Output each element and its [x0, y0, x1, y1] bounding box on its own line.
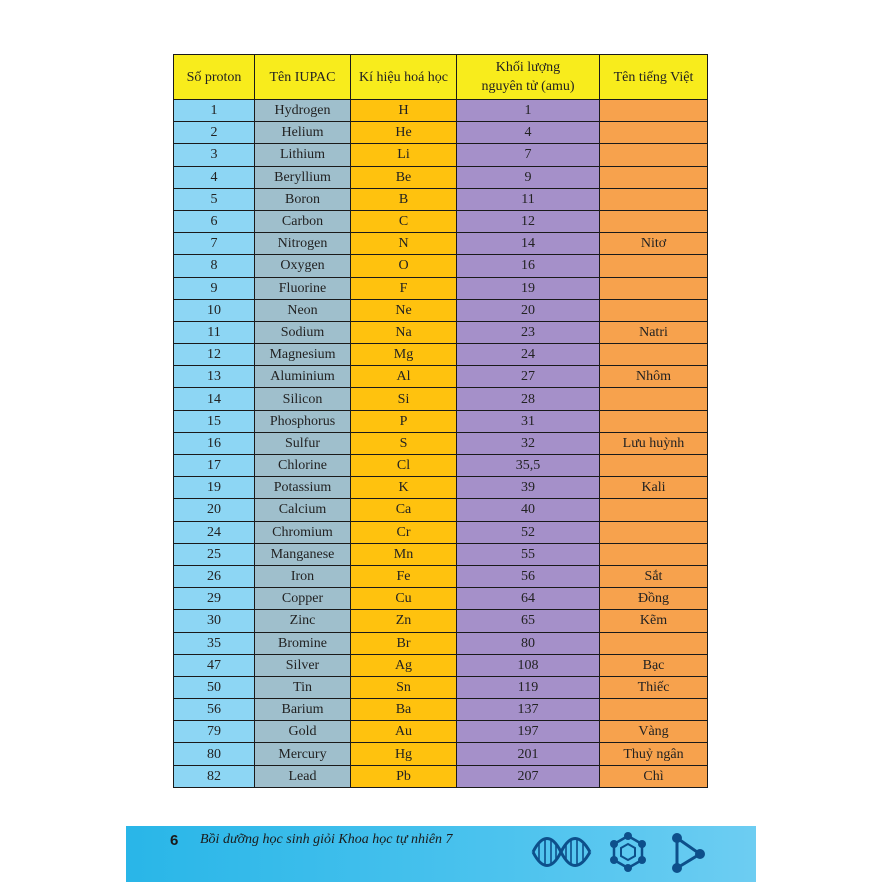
cell-proton-number: 14 [174, 388, 255, 410]
cell-iupac-name: Barium [255, 699, 351, 721]
cell-atomic-mass: 119 [457, 676, 600, 698]
cell-vietnamese-name [600, 699, 708, 721]
cell-vietnamese-name: Thuỷ ngân [600, 743, 708, 765]
table-row [174, 477, 708, 499]
cell-atomic-mass: 52 [457, 521, 600, 543]
cell-proton-number: 82 [174, 765, 255, 787]
cell-iupac-name: Zinc [255, 610, 351, 632]
cell-proton-number: 20 [174, 499, 255, 521]
table-row [174, 366, 708, 388]
cell-atomic-mass: 32 [457, 432, 600, 454]
cell-atomic-mass: 31 [457, 410, 600, 432]
cell-atomic-mass: 201 [457, 743, 600, 765]
cell-vietnamese-name [600, 166, 708, 188]
cell-vietnamese-name [600, 299, 708, 321]
cell-vietnamese-name: Vàng [600, 721, 708, 743]
page-number: 6 [170, 832, 179, 849]
cell-chemical-symbol: Li [351, 144, 457, 166]
cell-chemical-symbol: Fe [351, 565, 457, 587]
header-vietnamese-name: Tên tiếng Việt [600, 55, 708, 100]
element-table [173, 54, 708, 788]
cell-proton-number: 11 [174, 321, 255, 343]
cell-vietnamese-name: Sắt [600, 565, 708, 587]
table-row [174, 233, 708, 255]
cell-atomic-mass: 19 [457, 277, 600, 299]
cell-vietnamese-name [600, 632, 708, 654]
cell-atomic-mass: 65 [457, 610, 600, 632]
header-atomic-mass-text: Khối lượng nguyên tử (amu) [481, 60, 575, 94]
footer-band [126, 826, 756, 882]
cell-proton-number: 56 [174, 699, 255, 721]
cell-chemical-symbol: Al [351, 366, 457, 388]
cell-vietnamese-name [600, 100, 708, 122]
cell-iupac-name: Magnesium [255, 344, 351, 366]
cell-iupac-name: Beryllium [255, 166, 351, 188]
cell-vietnamese-name: Natri [600, 321, 708, 343]
table-row [174, 721, 708, 743]
table-row [174, 699, 708, 721]
cell-proton-number: 47 [174, 654, 255, 676]
cell-chemical-symbol: C [351, 210, 457, 232]
cell-chemical-symbol: Mn [351, 543, 457, 565]
cell-iupac-name: Silver [255, 654, 351, 676]
cell-proton-number: 3 [174, 144, 255, 166]
cell-iupac-name: Hydrogen [255, 100, 351, 122]
cell-proton-number: 17 [174, 455, 255, 477]
cell-atomic-mass: 40 [457, 499, 600, 521]
table-row [174, 299, 708, 321]
cell-iupac-name: Oxygen [255, 255, 351, 277]
cell-atomic-mass: 56 [457, 565, 600, 587]
table-row [174, 100, 708, 122]
cell-atomic-mass: 11 [457, 188, 600, 210]
cell-chemical-symbol: Cu [351, 588, 457, 610]
cell-chemical-symbol: Hg [351, 743, 457, 765]
cell-chemical-symbol: Si [351, 388, 457, 410]
cell-proton-number: 13 [174, 366, 255, 388]
cell-iupac-name: Calcium [255, 499, 351, 521]
cell-atomic-mass: 64 [457, 588, 600, 610]
cell-proton-number: 79 [174, 721, 255, 743]
cell-proton-number: 15 [174, 410, 255, 432]
header-proton-number: Số proton [174, 55, 255, 100]
cell-iupac-name: Copper [255, 588, 351, 610]
triangle-molecule-icon [664, 830, 708, 876]
cell-iupac-name: Sodium [255, 321, 351, 343]
cell-proton-number: 2 [174, 122, 255, 144]
cell-proton-number: 26 [174, 565, 255, 587]
cell-vietnamese-name [600, 210, 708, 232]
cell-atomic-mass: 28 [457, 388, 600, 410]
cell-proton-number: 16 [174, 432, 255, 454]
cell-vietnamese-name [600, 144, 708, 166]
cell-iupac-name: Boron [255, 188, 351, 210]
cell-atomic-mass: 35,5 [457, 455, 600, 477]
cell-proton-number: 8 [174, 255, 255, 277]
cell-atomic-mass: 137 [457, 699, 600, 721]
table-row [174, 188, 708, 210]
cell-chemical-symbol: B [351, 188, 457, 210]
cell-iupac-name: Bromine [255, 632, 351, 654]
table-row [174, 410, 708, 432]
cell-proton-number: 4 [174, 166, 255, 188]
table-row [174, 743, 708, 765]
cell-atomic-mass: 39 [457, 477, 600, 499]
table-row [174, 144, 708, 166]
cell-chemical-symbol: H [351, 100, 457, 122]
cell-chemical-symbol: Ne [351, 299, 457, 321]
header-chemical-symbol: Kí hiệu hoá học [351, 55, 457, 100]
cell-iupac-name: Nitrogen [255, 233, 351, 255]
cell-iupac-name: Lithium [255, 144, 351, 166]
cell-proton-number: 35 [174, 632, 255, 654]
cell-vietnamese-name: Bạc [600, 654, 708, 676]
cell-proton-number: 5 [174, 188, 255, 210]
cell-atomic-mass: 55 [457, 543, 600, 565]
cell-iupac-name: Tin [255, 676, 351, 698]
cell-iupac-name: Mercury [255, 743, 351, 765]
cell-chemical-symbol: Br [351, 632, 457, 654]
element-table-container [173, 54, 707, 788]
cell-vietnamese-name: Đồng [600, 588, 708, 610]
table-row [174, 255, 708, 277]
cell-vietnamese-name: Chì [600, 765, 708, 787]
cell-vietnamese-name: Kali [600, 477, 708, 499]
cell-iupac-name: Chromium [255, 521, 351, 543]
cell-iupac-name: Potassium [255, 477, 351, 499]
cell-atomic-mass: 23 [457, 321, 600, 343]
cell-chemical-symbol: Mg [351, 344, 457, 366]
cell-atomic-mass: 4 [457, 122, 600, 144]
table-row [174, 521, 708, 543]
cell-proton-number: 29 [174, 588, 255, 610]
cell-proton-number: 1 [174, 100, 255, 122]
cell-vietnamese-name [600, 455, 708, 477]
cell-vietnamese-name [600, 277, 708, 299]
cell-chemical-symbol: K [351, 477, 457, 499]
cell-chemical-symbol: Sn [351, 676, 457, 698]
cell-atomic-mass: 108 [457, 654, 600, 676]
cell-atomic-mass: 24 [457, 344, 600, 366]
cell-chemical-symbol: Be [351, 166, 457, 188]
cell-vietnamese-name: Lưu huỳnh [600, 432, 708, 454]
cell-vietnamese-name [600, 188, 708, 210]
cell-chemical-symbol: S [351, 432, 457, 454]
cell-iupac-name: Carbon [255, 210, 351, 232]
cell-chemical-symbol: Ag [351, 654, 457, 676]
table-row [174, 565, 708, 587]
cell-chemical-symbol: Na [351, 321, 457, 343]
cell-vietnamese-name [600, 344, 708, 366]
cell-vietnamese-name [600, 255, 708, 277]
cell-vietnamese-name [600, 388, 708, 410]
cell-atomic-mass: 197 [457, 721, 600, 743]
cell-atomic-mass: 80 [457, 632, 600, 654]
cell-proton-number: 19 [174, 477, 255, 499]
cell-proton-number: 30 [174, 610, 255, 632]
cell-atomic-mass: 9 [457, 166, 600, 188]
table-row [174, 166, 708, 188]
table-row [174, 588, 708, 610]
cell-chemical-symbol: Cl [351, 455, 457, 477]
cell-vietnamese-name [600, 410, 708, 432]
table-row [174, 765, 708, 787]
cell-iupac-name: Neon [255, 299, 351, 321]
cell-atomic-mass: 16 [457, 255, 600, 277]
cell-proton-number: 50 [174, 676, 255, 698]
cell-vietnamese-name [600, 122, 708, 144]
cell-chemical-symbol: Ca [351, 499, 457, 521]
cell-atomic-mass: 20 [457, 299, 600, 321]
table-row [174, 432, 708, 454]
cell-iupac-name: Sulfur [255, 432, 351, 454]
cell-vietnamese-name: Kẽm [600, 610, 708, 632]
cell-chemical-symbol: O [351, 255, 457, 277]
table-row [174, 122, 708, 144]
cell-iupac-name: Phosphorus [255, 410, 351, 432]
table-row [174, 676, 708, 698]
cell-atomic-mass: 1 [457, 100, 600, 122]
table-row [174, 654, 708, 676]
cell-chemical-symbol: Cr [351, 521, 457, 543]
cell-proton-number: 80 [174, 743, 255, 765]
cell-vietnamese-name [600, 521, 708, 543]
cell-atomic-mass: 207 [457, 765, 600, 787]
dna-icon [530, 830, 596, 874]
cell-vietnamese-name [600, 543, 708, 565]
cell-proton-number: 12 [174, 344, 255, 366]
cell-iupac-name: Iron [255, 565, 351, 587]
cell-iupac-name: Helium [255, 122, 351, 144]
cell-iupac-name: Gold [255, 721, 351, 743]
book-title: Bồi dưỡng học sinh giỏi Khoa học tự nhiên 7 [200, 832, 453, 847]
cell-proton-number: 7 [174, 233, 255, 255]
cell-iupac-name: Aluminium [255, 366, 351, 388]
table-row [174, 543, 708, 565]
table-row [174, 321, 708, 343]
cell-iupac-name: Silicon [255, 388, 351, 410]
table-row [174, 344, 708, 366]
table-row [174, 210, 708, 232]
table-row [174, 499, 708, 521]
cell-proton-number: 24 [174, 521, 255, 543]
cell-vietnamese-name: Nhôm [600, 366, 708, 388]
cell-atomic-mass: 27 [457, 366, 600, 388]
table-row [174, 632, 708, 654]
cell-chemical-symbol: Pb [351, 765, 457, 787]
cell-vietnamese-name: Thiếc [600, 676, 708, 698]
header-iupac-name: Tên IUPAC [255, 55, 351, 100]
cell-atomic-mass: 14 [457, 233, 600, 255]
cell-atomic-mass: 7 [457, 144, 600, 166]
cell-vietnamese-name [600, 499, 708, 521]
header-atomic-mass [457, 55, 600, 100]
cell-iupac-name: Lead [255, 765, 351, 787]
cell-proton-number: 10 [174, 299, 255, 321]
cell-chemical-symbol: P [351, 410, 457, 432]
cell-chemical-symbol: Ba [351, 699, 457, 721]
cell-atomic-mass: 12 [457, 210, 600, 232]
cell-iupac-name: Manganese [255, 543, 351, 565]
table-row [174, 610, 708, 632]
cell-proton-number: 25 [174, 543, 255, 565]
molecule-ring-icon [606, 830, 650, 876]
table-row [174, 455, 708, 477]
table-body [174, 100, 708, 788]
cell-chemical-symbol: He [351, 122, 457, 144]
cell-proton-number: 9 [174, 277, 255, 299]
table-row [174, 277, 708, 299]
cell-vietnamese-name: Nitơ [600, 233, 708, 255]
cell-iupac-name: Fluorine [255, 277, 351, 299]
cell-chemical-symbol: N [351, 233, 457, 255]
cell-iupac-name: Chlorine [255, 455, 351, 477]
cell-proton-number: 6 [174, 210, 255, 232]
table-row [174, 388, 708, 410]
cell-chemical-symbol: F [351, 277, 457, 299]
cell-chemical-symbol: Au [351, 721, 457, 743]
table-header-row [174, 55, 708, 100]
cell-chemical-symbol: Zn [351, 610, 457, 632]
